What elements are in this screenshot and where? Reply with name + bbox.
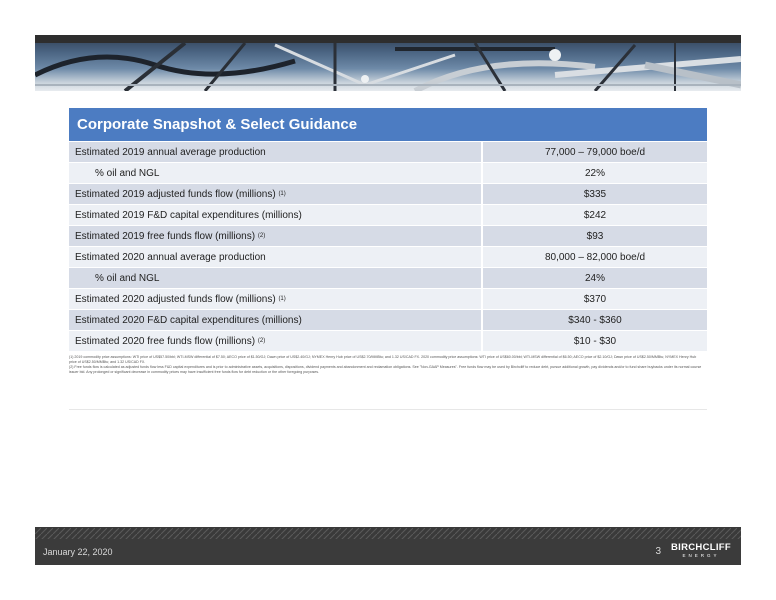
row-value: 24%	[482, 268, 707, 289]
row-label	[69, 289, 482, 310]
row-label	[69, 205, 482, 226]
row-label-text: Estimated 2020 F&D capital expenditures (millions)	[75, 314, 302, 326]
guidance-table	[69, 141, 707, 352]
table-row	[69, 289, 707, 310]
row-value: $93	[482, 226, 707, 247]
page-number: 3	[655, 546, 661, 557]
footer-texture-strip	[35, 527, 741, 539]
row-label	[69, 268, 482, 289]
table-row	[69, 268, 707, 289]
footnote-2: (2) Free funds flow is calculated as adjusted funds flow less F&D capital expenditures and is prior to administrative assets, acquisitions, dispositions, dividend payments and abandonment and reclamation obligations. See "Non-GAAP Measures". Free funds flow may be used by Birchcliff to reduce debt, pursue additional growth, pay dividends and/or to fund share buybacks under its normal course issuer bid. Any prolonged or significant decrease in commodity prices may have insufficient free funds flow for debt reduction or the other foregoing purposes.	[69, 365, 702, 374]
footer-bar	[35, 539, 741, 565]
row-value: $340 - $360	[482, 310, 707, 331]
industrial-pipes-photo	[35, 35, 741, 91]
row-label	[69, 331, 482, 352]
footnotes	[69, 355, 703, 375]
row-value: $242	[482, 205, 707, 226]
footnote-1: (1) 2019 commodity price assumptions: WTI price of US$57.50/bbl; WTI-MSW differential of $7.50; AECO price of $1.50/GJ; Dawn price of US$2.40/GJ; NYMEX Henry Hub price of US$2.70/MMBtu; and 1.32 US/CAD FX. 2020 commodity price assumptions: WTI price of US$60.00/bbl; WTI-MSW differential of $6.50; AECO price of $2.10/GJ; Dawn price of US$2.50/MMBtu; NYMEX Henry Hub price of US$2.50/MMBtu; and 1.32 US/CAD FX.	[69, 355, 697, 364]
footnote-ref: (2)	[257, 337, 266, 344]
row-label-text: % oil and NGL	[95, 167, 160, 179]
table-row	[69, 226, 707, 247]
row-value: 77,000 – 79,000 boe/d	[482, 142, 707, 163]
row-label	[69, 184, 482, 205]
divider	[69, 409, 707, 410]
footnote-ref: (2)	[257, 232, 266, 239]
table-row	[69, 205, 707, 226]
row-label-text: Estimated 2020 adjusted funds flow (millions)	[75, 293, 276, 305]
table-row	[69, 310, 707, 331]
footer-date: January 22, 2020	[43, 547, 113, 557]
birchcliff-logo	[669, 542, 733, 559]
row-value: 80,000 – 82,000 boe/d	[482, 247, 707, 268]
table-row	[69, 184, 707, 205]
row-label	[69, 247, 482, 268]
row-value: $10 - $30	[482, 331, 707, 352]
row-label	[69, 163, 482, 184]
row-label-text: Estimated 2020 annual average production	[75, 251, 266, 263]
row-label-text: Estimated 2020 free funds flow (millions)	[75, 335, 256, 347]
row-label-text: Estimated 2019 free funds flow (millions)	[75, 230, 256, 242]
row-label-text: Estimated 2019 F&D capital expenditures (millions)	[75, 209, 302, 221]
guidance-table-container	[69, 108, 707, 375]
row-label-text: Estimated 2019 annual average production	[75, 146, 266, 158]
row-label-text: % oil and NGL	[95, 272, 160, 284]
footnote-ref: (1)	[278, 295, 286, 302]
row-value: 22%	[482, 163, 707, 184]
row-value: $335	[482, 184, 707, 205]
row-label	[69, 142, 482, 163]
table-row	[69, 247, 707, 268]
row-label	[69, 310, 482, 331]
table-title: Corporate Snapshot & Select Guidance	[69, 108, 707, 141]
row-value: $370	[482, 289, 707, 310]
logo-wordmark: BIRCHCLIFF	[671, 542, 731, 553]
table-row	[69, 331, 707, 352]
footnote-ref: (1)	[278, 190, 286, 197]
table-row	[69, 163, 707, 184]
header-banner-image	[35, 35, 741, 91]
table-row	[69, 142, 707, 163]
logo-subtitle: ENERGY	[682, 553, 720, 558]
row-label	[69, 226, 482, 247]
row-label-text: Estimated 2019 adjusted funds flow (millions)	[75, 188, 276, 200]
